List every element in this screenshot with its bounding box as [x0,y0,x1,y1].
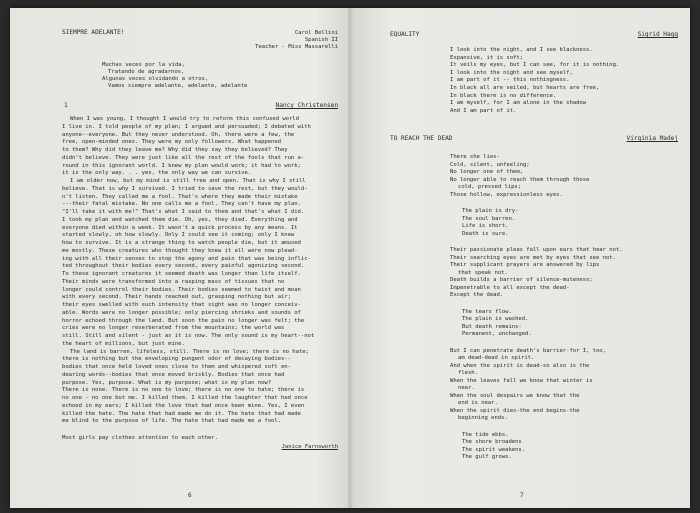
text-line: ---their fatal mistake. No one calls me a fool. They can't have my plan. [62,201,301,208]
text-line: The plain is washed. [462,316,529,322]
text-line: Muchas veces por la vida, [102,62,185,68]
text-line: When the soul despairs we know that the [450,392,580,399]
text-line: It veils my eyes, but I can see, for it is nothing. [450,62,620,69]
text-line: no one - no one but me. I killed them. I killed the laughter that had once [62,395,308,401]
text-line: The shore broadens [462,439,522,445]
text-line: I took my plan and watched them die. Oh, yes, they died. Everything and [62,216,298,223]
text-line: Death is sure. [462,230,509,237]
text-line: horror echoed through the land. But soon the pain no longer was felt; the [62,317,305,324]
text-line: To these ignorant creatures it seemed death was longer than life itself. [62,271,301,277]
closing-line: Most girls pay clothes attention to each other. [62,435,218,441]
text-line: Their supplicant prayers are answered by lips [450,262,600,268]
text-line: But I can penetrate death's barrier-for I, too, [450,347,606,354]
text-line: me blind to the purpose of life. The hate that had made me a fool. [62,418,281,425]
text-line: I live in. I told people of my plan; I argued and persuaded; I debated with [62,123,311,130]
text-line: n't listen. They called me a fool. That's where they made their mistake [62,193,298,200]
booklet-spread [10,8,690,508]
closing-author: Janice Farnsworth [281,444,338,450]
text-line: "I'll take it with me!" That's what I said to them and that's what I did. [62,209,305,215]
text-line: The plain is dry- [462,208,519,214]
text-line: When the leaves fall we know that winter is [450,377,593,384]
text-line: flesh. [458,370,478,376]
text-line: The soul barren. [462,215,516,222]
text-line: I am myself, for I am alone in the shadow [450,100,587,107]
poem-title-equality: EQUALITY [390,31,420,38]
text-line: their eyes swelled with such intensity that sight was no longer conceiv- [62,302,301,308]
text-line: still. Still and silent - just as it is now. The only sound is my heart--not [62,333,315,339]
text-line: But death remains- [462,323,522,330]
right-page [350,8,690,508]
text-line: Their searching eyes are met by eyes that see not. [450,254,616,261]
story-author: Nancy Christensen [275,102,338,109]
text-line: I am part of it -- this nothingness. [450,77,570,84]
text-line: beginning ends. [458,415,508,421]
text-line: that speak not. [458,269,508,276]
text-line: Expansive, it is soft; [450,54,523,61]
text-line: ing with all their senses to stop the agony and pain that was being inflic- [62,255,311,262]
text-line: Their passionate pleas fall upon ears that hear not. [450,247,623,253]
text-line: Tratando de agradarnos, [108,69,185,75]
text-line: Their minds were transformed into a rasping mass of tissues that no [62,278,285,285]
text-line: Death builds a barrier of silence-muteness; [450,277,593,283]
text-line: able. Words were no longer possible; only piercing shrieks and sounds of [62,309,301,316]
text-line: to them? Why did they leave me? Why did they say they believed? They [62,147,288,153]
poem-author-reach-the-dead: Virginia Madej [626,135,678,142]
text-line: The land is barren, lifeless, still. There is no love; there is no hate; [70,348,309,355]
text-line: longer could control their bodies. Their bodies seemed to twist and moan [62,286,301,293]
text-line: it is the only way. . . yes, the only way we can survive. [62,170,252,177]
text-line: cries were no longer reverberated from the mountains; the world was [62,325,285,332]
text-line: There she lies- [450,154,500,160]
text-line: No longer one of them, [450,169,523,175]
text-line: there is nothing but the enveloping pungent odor of decaying bodies-- [62,356,291,363]
text-line: Except the dead. [450,292,504,298]
text-line: echoed in my ears; I killed the love that had once been mine. Yes, I even [62,402,305,409]
text-line: killed the hate. The hate that had made me do it. The hate that had made [62,410,301,417]
text-line: Cold, silent, unfeeling; [450,161,530,168]
text-line: And I am part of it. [450,107,517,114]
text-line: When the spirit dies-the end begins-the [450,407,580,414]
text-line: In black there is no difference. [450,92,557,99]
text-line: believe. That is why I survived. I tried to save the rest, but they would- [62,185,308,192]
text-line: When I was young, I thought I would try to reform this confused world [70,116,299,122]
author-block-line: Teacher - Miss Massarelli [255,44,338,50]
text-line: the heart of millions, but just mine. [62,340,185,347]
text-line: round in this ignorant world. I knew my plan would work; it had to work; [62,162,301,169]
text-line: bodies that once held loved ones close to them and whispered soft en- [62,364,291,370]
section-title: SIEMPRE ADELANTE! [62,29,125,36]
text-line: free, open-minded ones. They were my only followers. What happened [62,139,281,146]
page-number: 7 [520,492,524,499]
text-line: Those hollow, expressionless eyes. [450,191,563,198]
text-line: didn't believe. They were just like all the rest of the fools that run a- [62,154,305,161]
text-line: Permanent, unchanged. [462,331,532,337]
text-line: The tears flow. [462,308,512,315]
text-line: I look into the night and see myself, [450,69,573,76]
text-line: me mostly. These creatures who thought they knew it all were now plead- [62,247,298,254]
text-line: Impenetrable to all except the dead- [450,284,570,291]
text-line: anyone--everyone. But they never understood. Oh, there were a few, the [62,131,295,138]
text-line: ted throughout their bodies every second, every painful agonizing second. [62,263,305,270]
text-line: Vamos siempre adelante, adelante, adelante [108,83,248,89]
text-line: everyone died within a week. It wasn't a quick process by any means. It [62,224,298,231]
poem-author-equality: Sigrid Hagg [637,31,678,38]
text-line: I am older now, but my mind is still free and open. That is why I still [70,178,306,184]
text-line: The tide ebbs. [462,431,509,438]
text-line: The gulf grows. [462,454,512,460]
poem-title-reach-the-dead: TO REACH THE DEAD [390,135,453,142]
text-line: how to survive. It is a strange thing to watch people die, but it amused [62,240,301,246]
text-line: Algunas veces olvidando a otros, [102,76,209,82]
text-line: The spirit weakens. [462,446,526,453]
text-line: am dead-dead in spirit. [458,355,535,361]
text-line: end is near. [458,400,498,406]
text-line: purpose. Yes, purpose. What is my purpose; what is my plan now? [62,379,272,386]
author-block-line: Spanish II [304,37,338,43]
author-block-line: Carol Bellini [294,30,338,36]
text-line: Life is short. [462,223,509,229]
text-line: near. [458,385,475,391]
text-line: There is none. There is no one to love; there is no one to hate; there is [62,387,305,394]
left-page [10,8,350,508]
text-line: started slowly, oh how slowly. Only I could see it coming; only I knew [62,232,295,239]
text-line: And when the spirit is dead-so also is the [450,362,590,369]
text-line: I look into the night, and I see blackness. [450,47,593,53]
text-line: with every second. Their hands reached out, grasping nothing but air; [62,294,291,301]
page-number: 6 [188,492,192,499]
text-line: No longer able to reach them through those [450,176,590,183]
story-number: 1 [64,102,68,109]
text-line: cold, pressed lips; [458,184,522,190]
text-line: dearing words--bodies that once moved briskly. Bodies that once had [62,371,285,378]
text-line: In black all are veiled, but hearts are free, [450,85,600,91]
